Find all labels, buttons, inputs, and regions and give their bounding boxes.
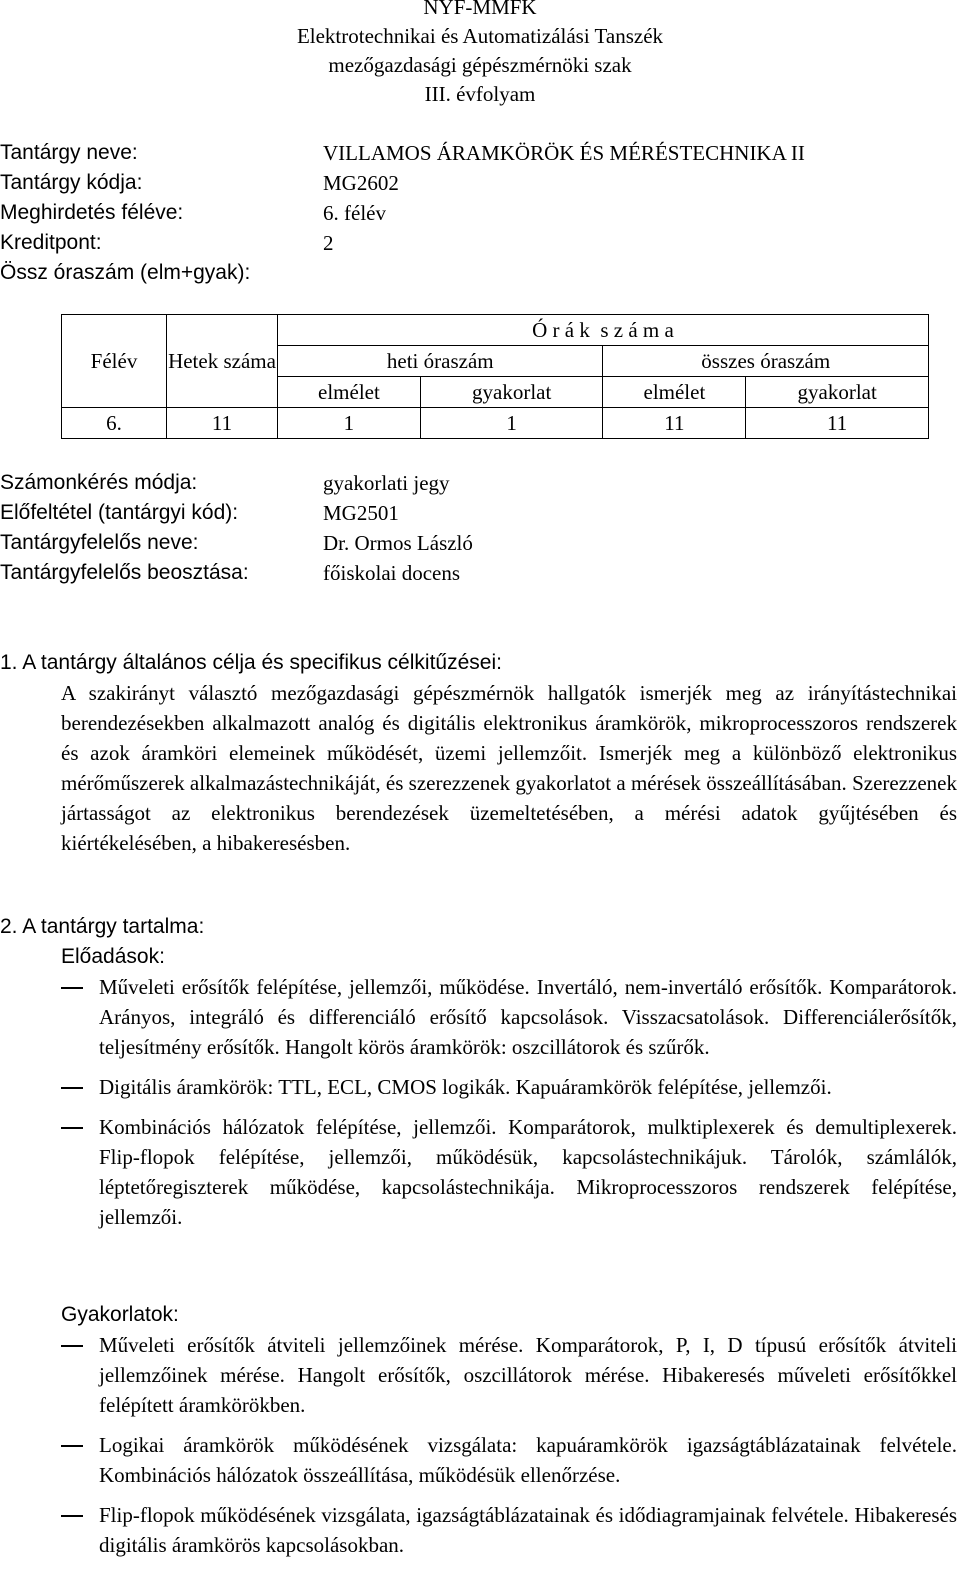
practice-list bbox=[61, 1330, 957, 1570]
list-item: Műveleti erősítők felépítése, jellemzői, működése. Invertáló, nem-invertáló erősítők. Komparátorok. Arányos, integráló és differenciáló erősítő kapcsolások. Visszacsatolások. Differenciálerősítők, teljesítmény erősítők. Hangolt körös áramkörök: oszcillátorok és szűrők. bbox=[61, 972, 957, 1062]
weekly-hours-header: heti óraszám bbox=[278, 346, 603, 377]
credit-label: Kreditpont: bbox=[0, 231, 102, 254]
list-item: Logikai áramkörök működésének vizsgálata: kapuáramkörök igazságtáblázatainak felvétele. Kombinációs hálózatok összeállítása, működésük ellenőrzése. bbox=[61, 1430, 957, 1490]
hours-count-header: Ó r á k s z á m a bbox=[278, 315, 929, 346]
course-code-label: Tantárgy kódja: bbox=[0, 171, 143, 194]
total-theory-header: elmélet bbox=[603, 377, 746, 408]
exam-label: Számonkérés módja: bbox=[0, 471, 198, 494]
course-code-value: MG2602 bbox=[323, 171, 399, 195]
prereq-row bbox=[0, 498, 960, 528]
program-name: mezőgazdasági gépészmérnöki szak bbox=[328, 53, 632, 77]
total-practice-header: gyakorlat bbox=[746, 377, 929, 408]
course-name-value: VILLAMOS ÁRAMKÖRÖK ÉS MÉRÉSTECHNIKA II bbox=[323, 141, 805, 165]
lectures-list bbox=[61, 972, 957, 1242]
table-cell: 1 bbox=[420, 408, 603, 439]
course-info bbox=[0, 468, 960, 588]
course-details bbox=[0, 138, 960, 288]
credit-value: 2 bbox=[323, 231, 334, 255]
credit-row bbox=[0, 228, 960, 258]
section1-text: A szakirányt választó mezőgazdasági gépészmérnök hallgatók ismerjék meg az irányítástechnikai berendezésekben alkalmazott analóg és digitális elektronikus áramkörök, mikroprocesszoros rendszerek és azok áramköri elemeinek működését, üzemi jellemzőit. Ismerjék meg a különböző elektronikus mérőműszerek alkalmazástechnikáját, és szerezzenek gyakorlatot a mérések összeállításában. Szerezzenek jártasságot az elektronikus berendezések üzemeltetésében, a mérési adatok gyűjtésében és kiértékelésében, a hibakeresésben. bbox=[61, 681, 957, 855]
position-value: főiskolai docens bbox=[323, 561, 461, 585]
responsible-row bbox=[0, 528, 960, 558]
document-header bbox=[0, 0, 960, 109]
total-hours-row bbox=[0, 258, 960, 288]
semester-row bbox=[0, 198, 960, 228]
weekly-practice-header: gyakorlat bbox=[420, 377, 603, 408]
department-name: Elektrotechnikai és Automatizálási Tanszék bbox=[296, 24, 664, 48]
year-level: III. évfolyam bbox=[424, 82, 536, 106]
weeks-header: Hetek száma bbox=[167, 315, 278, 408]
lectures-title: Előadások: bbox=[61, 945, 165, 968]
practice-title: Gyakorlatok: bbox=[61, 1303, 179, 1326]
table-cell: 11 bbox=[603, 408, 746, 439]
total-hours-label: Össz óraszám (elm+gyak): bbox=[0, 261, 251, 284]
semester-value: 6. félév bbox=[323, 201, 386, 225]
table-cell: 6. bbox=[62, 408, 167, 439]
list-item: Műveleti erősítők átviteli jellemzőinek mérése. Komparátorok, P, I, D típusú erősítők átviteli jellemzőinek mérése. Hangolt erősítők, oszcillátorok mérése. Hibakeresés műveleti erősítőkkel felépített áramkörökben. bbox=[61, 1330, 957, 1420]
section1-title: 1. A tantárgy általános célja és specifikus célkitűzései: bbox=[0, 651, 502, 674]
position-label: Tantárgyfelelős beosztása: bbox=[0, 561, 249, 584]
prereq-label: Előfeltétel (tantárgyi kód): bbox=[0, 501, 239, 524]
table-cell: 11 bbox=[167, 408, 278, 439]
section1-body bbox=[61, 678, 957, 858]
section2-title: 2. A tantárgy tartalma: bbox=[0, 915, 205, 938]
list-item: Flip-flopok működésének vizsgálata, igazságtáblázatainak és idődiagramjainak felvétele. Hibakeresés digitális áramkörös kapcsolásokban. bbox=[61, 1500, 957, 1560]
position-row bbox=[0, 558, 960, 588]
hours-table bbox=[61, 314, 929, 439]
course-code-row bbox=[0, 168, 960, 198]
table-cell: 11 bbox=[746, 408, 929, 439]
course-name-row bbox=[0, 138, 960, 168]
course-name-label: Tantárgy neve: bbox=[0, 141, 138, 164]
weekly-theory-header: elmélet bbox=[278, 377, 421, 408]
list-item: Kombinációs hálózatok felépítése, jellemzői. Komparátorok, mulktiplexerek és demultiplexerek. Flip-flopok felépítése, jellemzői, működésük, kapcsolástechnikájuk. Tárolók, számlálók, léptetőregiszterek működése, kapcsolástechnikája. Mikroprocesszoros rendszerek felépítése, jellemzői. bbox=[61, 1112, 957, 1232]
responsible-value: Dr. Ormos László bbox=[323, 531, 473, 555]
semester-label: Meghirdetés féléve: bbox=[0, 201, 184, 224]
institution-name: NYF-MMFK bbox=[423, 0, 537, 19]
semester-header: Félév bbox=[62, 315, 167, 408]
responsible-label: Tantárgyfelelős neve: bbox=[0, 531, 199, 554]
exam-row bbox=[0, 468, 960, 498]
prereq-value: MG2501 bbox=[323, 501, 399, 525]
table-cell: 1 bbox=[278, 408, 421, 439]
exam-value: gyakorlati jegy bbox=[323, 471, 450, 495]
total-hours-header: összes óraszám bbox=[603, 346, 929, 377]
table-row bbox=[62, 408, 929, 439]
list-item: Digitális áramkörök: TTL, ECL, CMOS logikák. Kapuáramkörök felépítése, jellemzői. bbox=[61, 1072, 957, 1102]
